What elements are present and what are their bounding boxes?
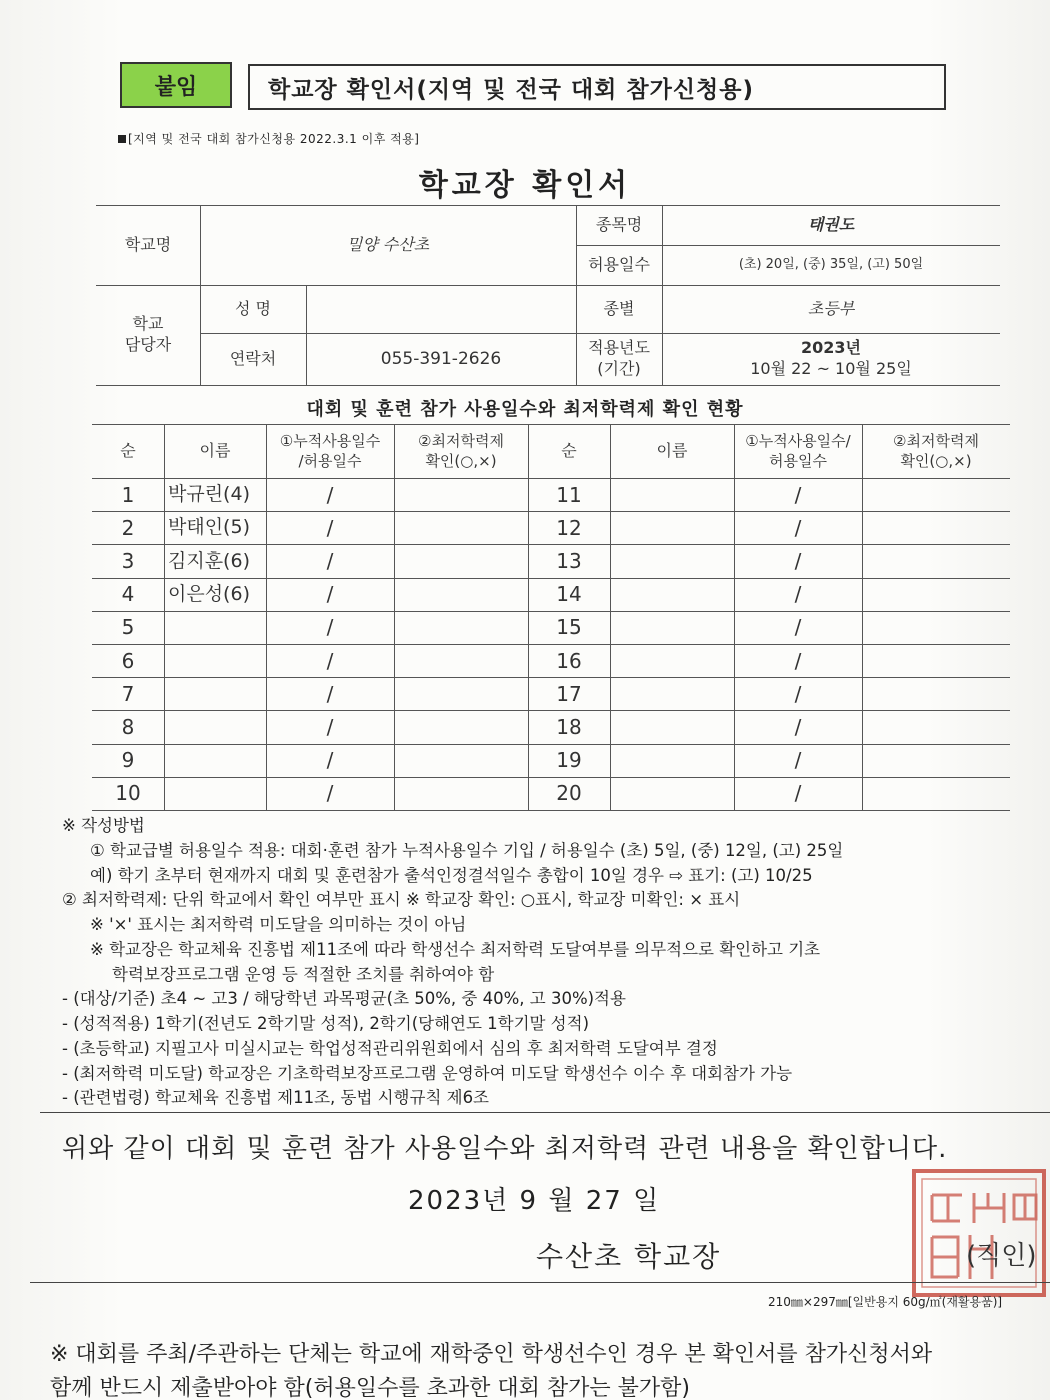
row-check xyxy=(394,578,528,611)
row-name-right xyxy=(610,511,734,544)
note-line: - (최저학력 미도달) 학교장은 기초학력보장프로그램 운영하여 미도달 학생선수 이수 후 대회참가 가능 xyxy=(62,1063,793,1083)
row-days-right: / xyxy=(794,582,802,607)
row-name-right xyxy=(610,710,734,743)
attachment-tag: 붙임 xyxy=(120,62,232,108)
row-no: 10 xyxy=(115,781,141,806)
allowed-days-value: (초) 20일, (중) 35일, (고) 50일 xyxy=(738,256,924,272)
col-header-days-line1: ①누적사용일수 xyxy=(279,431,381,450)
col-header-check-right xyxy=(862,424,1010,478)
paper-spec: 210㎜×297㎜[일반용지 60g/㎡(재활용품)] xyxy=(768,1295,1003,1309)
division-label: 종별 xyxy=(603,298,635,318)
col-header-check-right-line2: 확인(○,×) xyxy=(900,452,972,470)
athlete-table xyxy=(92,424,1010,810)
instructions-notes xyxy=(62,814,1042,1111)
event-value: 태권도 xyxy=(807,214,855,234)
submission-footnote xyxy=(50,1338,932,1400)
row-name-right xyxy=(610,644,734,677)
row-check xyxy=(394,710,528,743)
col-header-days-right xyxy=(734,424,862,478)
section-title: 대회 및 훈련 참가 사용일수와 최저학력제 확인 현황 xyxy=(306,399,744,420)
row-days: / xyxy=(326,748,334,773)
row-check-right xyxy=(862,578,1010,611)
row-days-right: / xyxy=(794,748,802,773)
page-title: 학교장 확인서 xyxy=(418,168,632,203)
note-line: - (성적적용) 1학기(전년도 2학기말 성적), 2학기(당해연도 1학기말 성적) xyxy=(62,1014,590,1033)
row-days: / xyxy=(326,582,334,607)
school-name-value: 밀양 수산초 xyxy=(346,234,430,254)
school-seal-stamp xyxy=(908,1165,1050,1300)
row-name xyxy=(164,744,266,777)
row-days-right: / xyxy=(794,548,802,573)
note-line: ※ '×' 표시는 최저학력 미도달을 의미하는 것이 아님 xyxy=(90,915,467,934)
row-no: 1 xyxy=(121,482,135,507)
row-check xyxy=(394,777,528,810)
row-check-right xyxy=(862,710,1010,743)
row-days: / xyxy=(326,781,334,806)
row-no-right: 11 xyxy=(556,482,582,507)
row-days-right: / xyxy=(794,482,802,507)
event-label: 종목명 xyxy=(595,214,643,234)
note-line: - (초등학교) 지필고사 미실시교는 학업성적관리위원회에서 심의 후 최저학력 도달여부 결정 xyxy=(62,1038,718,1058)
note-line: ※ 작성방법 xyxy=(62,816,145,835)
row-check-right xyxy=(862,544,1010,577)
col-header-check-right-line1: ②최저학력제 xyxy=(893,431,979,450)
row-no: 9 xyxy=(121,748,135,773)
row-name: 이은성(6) xyxy=(168,582,250,605)
note-line: 학력보장프로그램 운영 등 적절한 조치를 취하여야 함 xyxy=(112,964,495,984)
row-no-right: 13 xyxy=(556,548,582,573)
row-check-right xyxy=(862,744,1010,777)
row-days-right: / xyxy=(794,515,802,540)
row-name-right xyxy=(610,544,734,577)
note-line: ① 학교급별 허용일수 적용: 대회·훈련 참가 누적사용일수 기입 / 허용일수 (초) 5일, (중) 12일, (고) 25일 xyxy=(90,840,844,860)
note-line: 예) 학기 초부터 현재까지 대회 및 훈련참가 출석인정결석일수 총합이 10일 경우 ⇨ 표기: (고) 10/25 xyxy=(90,865,813,885)
contact-value: 055-391-2626 xyxy=(380,348,502,369)
row-name xyxy=(164,777,266,810)
row-check-right xyxy=(862,777,1010,810)
row-name xyxy=(164,611,266,644)
row-name: 김지훈(6) xyxy=(168,549,250,572)
school-info-grid xyxy=(96,205,1000,385)
row-name xyxy=(164,710,266,743)
col-header-check-line1: ②최저학력제 xyxy=(418,431,504,450)
row-check xyxy=(394,677,528,710)
col-header-days-right-line2: 허용일수 xyxy=(769,452,827,470)
row-no-right: 16 xyxy=(556,648,582,673)
note-line: ② 최저학력제: 단위 학교에서 확인 여부만 표시 ※ 학교장 확인: ○표시, 학교장 미확인: × 표시 xyxy=(62,890,741,910)
year-label-line1: 적용년도 xyxy=(588,338,650,358)
manager-name-label: 성 명 xyxy=(235,298,271,318)
row-no: 6 xyxy=(121,648,135,673)
row-check-right xyxy=(862,677,1010,710)
row-days-right: / xyxy=(794,681,802,706)
row-no: 4 xyxy=(121,582,135,607)
row-check xyxy=(394,478,528,511)
row-no-right: 18 xyxy=(556,714,582,739)
row-no-right: 19 xyxy=(556,748,582,773)
row-days: / xyxy=(326,714,334,739)
notes-divider xyxy=(40,1112,1050,1113)
row-check xyxy=(394,644,528,677)
note-line: - (대상/기준) 초4 ~ 고3 / 해당학년 과목평균(초 50%, 중 40%, 고 30%)적용 xyxy=(62,989,626,1009)
row-days: / xyxy=(326,548,334,573)
row-name: 박태인(5) xyxy=(168,516,250,539)
row-name-right xyxy=(610,677,734,710)
applicability-note xyxy=(118,130,419,147)
school-name-label: 학교명 xyxy=(124,234,172,254)
row-no-right: 17 xyxy=(556,681,582,706)
row-days: / xyxy=(326,615,334,640)
row-name-right xyxy=(610,611,734,644)
note-line: - (관련법령) 학교체육 진흥법 제11조, 동법 시행규칙 제6조 xyxy=(62,1088,489,1108)
confirmation-statement: 위와 같이 대회 및 훈련 참가 사용일수와 최저학력 관련 내용을 확인합니다. xyxy=(62,1134,948,1164)
col-header-name-right: 이름 xyxy=(656,440,688,460)
col-header-check-line2: 확인(○,×) xyxy=(425,452,497,470)
year-label xyxy=(576,333,662,385)
issue-date: 2023년 9 월 27 일 xyxy=(408,1186,661,1216)
footnote-line1: ※ 대회를 주최/주관하는 단체는 학교에 재학중인 학생선수인 경우 본 확인서를 참가신청서와 xyxy=(50,1342,933,1367)
row-check xyxy=(394,544,528,577)
principal-signature-line: 수산초 학교장 xyxy=(536,1240,722,1273)
col-header-no-right: 순 xyxy=(561,440,577,460)
row-no: 7 xyxy=(121,681,135,706)
row-days-right: / xyxy=(794,781,802,806)
row-days-right: / xyxy=(794,615,802,640)
row-check-right xyxy=(862,644,1010,677)
row-name-right xyxy=(610,578,734,611)
school-manager-label xyxy=(96,285,200,385)
year-value-line2: 10월 22 ~ 10월 25일 xyxy=(750,359,912,378)
col-header-days-line2: /허용일수 xyxy=(298,452,362,470)
row-no-right: 12 xyxy=(556,515,582,540)
row-name: 박규린(4) xyxy=(168,483,250,506)
applicability-note-text: [지역 및 전국 대회 참가신청용 2022.3.1 이후 적용] xyxy=(128,132,420,146)
year-label-line2: (기간) xyxy=(597,359,641,378)
footer-divider xyxy=(30,1282,1050,1283)
col-header-no: 순 xyxy=(120,440,136,460)
col-header-check xyxy=(394,424,528,478)
row-check-right xyxy=(862,611,1010,644)
row-days: / xyxy=(326,681,334,706)
col-header-days xyxy=(266,424,394,478)
square-bullet-icon xyxy=(118,135,126,143)
row-name-right xyxy=(610,744,734,777)
row-check xyxy=(394,511,528,544)
row-no-right: 15 xyxy=(556,615,582,640)
document-header-title: 학교장 확인서(지역 및 전국 대회 참가신청용) xyxy=(248,64,946,110)
row-no-right: 20 xyxy=(556,781,582,806)
note-line: ※ 학교장은 학교체육 진흥법 제11조에 따라 학생선수 최저학력 도달여부를 의무적으로 확인하고 기초 xyxy=(90,939,821,959)
division-value: 초등부 xyxy=(807,298,855,318)
row-name xyxy=(164,644,266,677)
row-days: / xyxy=(326,648,334,673)
year-value-line1: 2023년 xyxy=(801,338,861,358)
row-no-right: 14 xyxy=(556,582,582,607)
manager-name-value xyxy=(306,285,576,333)
row-name xyxy=(164,677,266,710)
row-check-right xyxy=(862,478,1010,511)
allowed-days-label: 허용일수 xyxy=(588,254,650,274)
row-days-right: / xyxy=(794,648,802,673)
row-check-right xyxy=(862,511,1010,544)
seal-label: (직인) xyxy=(966,1241,1037,1271)
row-no: 2 xyxy=(121,515,135,540)
row-name-right xyxy=(610,777,734,810)
row-no: 3 xyxy=(121,548,135,573)
row-no: 8 xyxy=(121,714,135,739)
contact-label: 연락처 xyxy=(229,348,277,368)
footnote-line2: 함께 반드시 제출받아야 함(허용일수를 초과한 대회 참가는 불가함) xyxy=(50,1376,690,1400)
col-header-days-right-line1: ①누적사용일수/ xyxy=(745,431,851,450)
manager-label-line1: 학교 xyxy=(132,314,164,334)
manager-label-line2: 담당자 xyxy=(124,335,172,354)
year-value xyxy=(662,333,1000,385)
row-name-right xyxy=(610,478,734,511)
row-days-right: / xyxy=(794,714,802,739)
row-no: 5 xyxy=(121,615,135,640)
row-days: / xyxy=(326,515,334,540)
row-days: / xyxy=(326,482,334,507)
row-check xyxy=(394,744,528,777)
row-check xyxy=(394,611,528,644)
col-header-name: 이름 xyxy=(199,440,231,460)
